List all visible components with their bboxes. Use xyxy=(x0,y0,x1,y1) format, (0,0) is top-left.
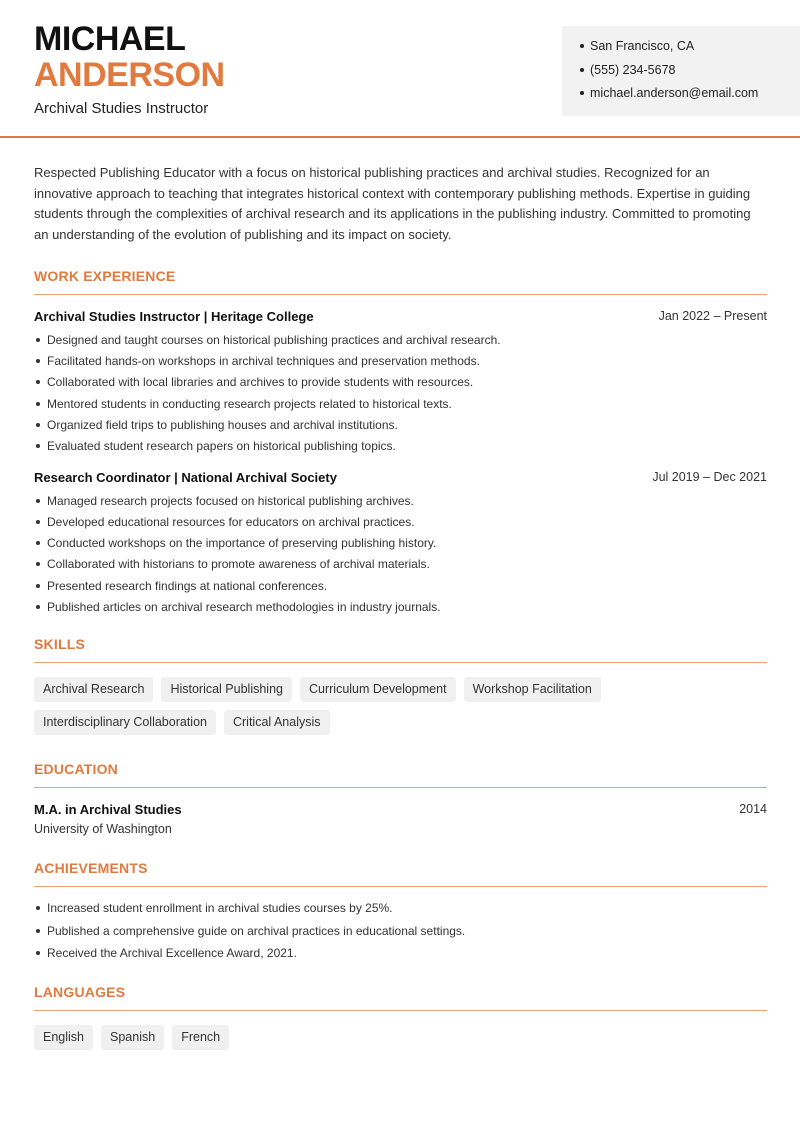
school-name: University of Washington xyxy=(34,822,172,837)
job-bullet: Managed research projects focused on historical publishing archives. xyxy=(34,493,767,514)
skill-chip: Curriculum Development xyxy=(300,677,456,702)
contact-box xyxy=(562,26,800,116)
resume-body xyxy=(34,163,767,1050)
job-bullet: Collaborated with historians to promote awareness of archival materials. xyxy=(34,556,767,577)
skills-section xyxy=(34,636,767,735)
achievement-item: Received the Archival Excellence Award, 2021. xyxy=(34,945,767,968)
section-title-work: WORK EXPERIENCE xyxy=(34,268,767,295)
resume-header xyxy=(0,0,800,138)
job-bullet: Developed educational resources for educators on archival practices. xyxy=(34,514,767,535)
language-chip: French xyxy=(172,1025,229,1050)
contact-location: San Francisco, CA xyxy=(580,38,782,62)
job-dates: Jan 2022 – Present xyxy=(658,308,767,323)
skill-chip: Critical Analysis xyxy=(224,710,330,735)
skill-chip: Workshop Facilitation xyxy=(464,677,601,702)
skill-chip: Archival Research xyxy=(34,677,153,702)
achievement-item: Published a comprehensive guide on archival practices in educational settings. xyxy=(34,923,767,946)
achievement-item: Increased student enrollment in archival studies courses by 25%. xyxy=(34,900,767,923)
job-role: Archival Studies Instructor | Heritage College xyxy=(34,308,314,324)
contact-email: michael.anderson@email.com xyxy=(580,85,782,109)
job-entry xyxy=(34,470,767,621)
languages-section xyxy=(34,984,767,1050)
section-title-skills: SKILLS xyxy=(34,636,767,663)
job-bullet: Organized field trips to publishing houses and archival institutions. xyxy=(34,417,767,438)
job-bullet: Evaluated student research papers on historical publishing topics. xyxy=(34,438,767,459)
last-name: ANDERSON xyxy=(34,56,225,94)
job-bullet: Mentored students in conducting research projects related to historical texts. xyxy=(34,396,767,417)
summary-text: Respected Publishing Educator with a focus on historical publishing practices and archival studies. Recognized for an innovative approach to teaching that integrates historical context with contemporary publishing methods. Expertise in guiding students through the complexities of archival research and its applications in the publishing industry. Committed to promoting an understanding of the evolution of publishing and its impact on society. xyxy=(34,165,751,243)
language-chip: Spanish xyxy=(101,1025,164,1050)
job-title: Archival Studies Instructor xyxy=(34,100,209,117)
contact-phone: (555) 234-5678 xyxy=(580,62,782,86)
job-bullet: Designed and taught courses on historical publishing practices and archival research. xyxy=(34,332,767,353)
job-role: Research Coordinator | National Archival Society xyxy=(34,469,337,485)
degree: M.A. in Archival Studies xyxy=(34,802,182,818)
job-bullet: Published articles on archival research methodologies in industry journals. xyxy=(34,599,767,620)
education-section xyxy=(34,761,767,836)
skill-chip: Interdisciplinary Collaboration xyxy=(34,710,216,735)
work-section xyxy=(34,268,767,621)
job-bullet: Presented research findings at national conferences. xyxy=(34,578,767,599)
skill-chip: Historical Publishing xyxy=(161,677,292,702)
section-title-achievements: ACHIEVEMENTS xyxy=(34,860,767,887)
job-bullet: Conducted workshops on the importance of preserving publishing history. xyxy=(34,535,767,556)
job-bullet: Collaborated with local libraries and archives to provide students with resources. xyxy=(34,374,767,395)
section-title-education: EDUCATION xyxy=(34,761,767,788)
graduation-year: 2014 xyxy=(739,802,767,817)
achievements-section xyxy=(34,860,767,968)
job-entry xyxy=(34,309,767,460)
language-chip: English xyxy=(34,1025,93,1050)
section-title-languages: LANGUAGES xyxy=(34,984,767,1011)
job-dates: Jul 2019 – Dec 2021 xyxy=(652,469,767,484)
candidate-name xyxy=(34,22,225,92)
job-bullet: Facilitated hands-on workshops in archival techniques and preservation methods. xyxy=(34,353,767,374)
first-name: MICHAEL xyxy=(34,20,186,58)
